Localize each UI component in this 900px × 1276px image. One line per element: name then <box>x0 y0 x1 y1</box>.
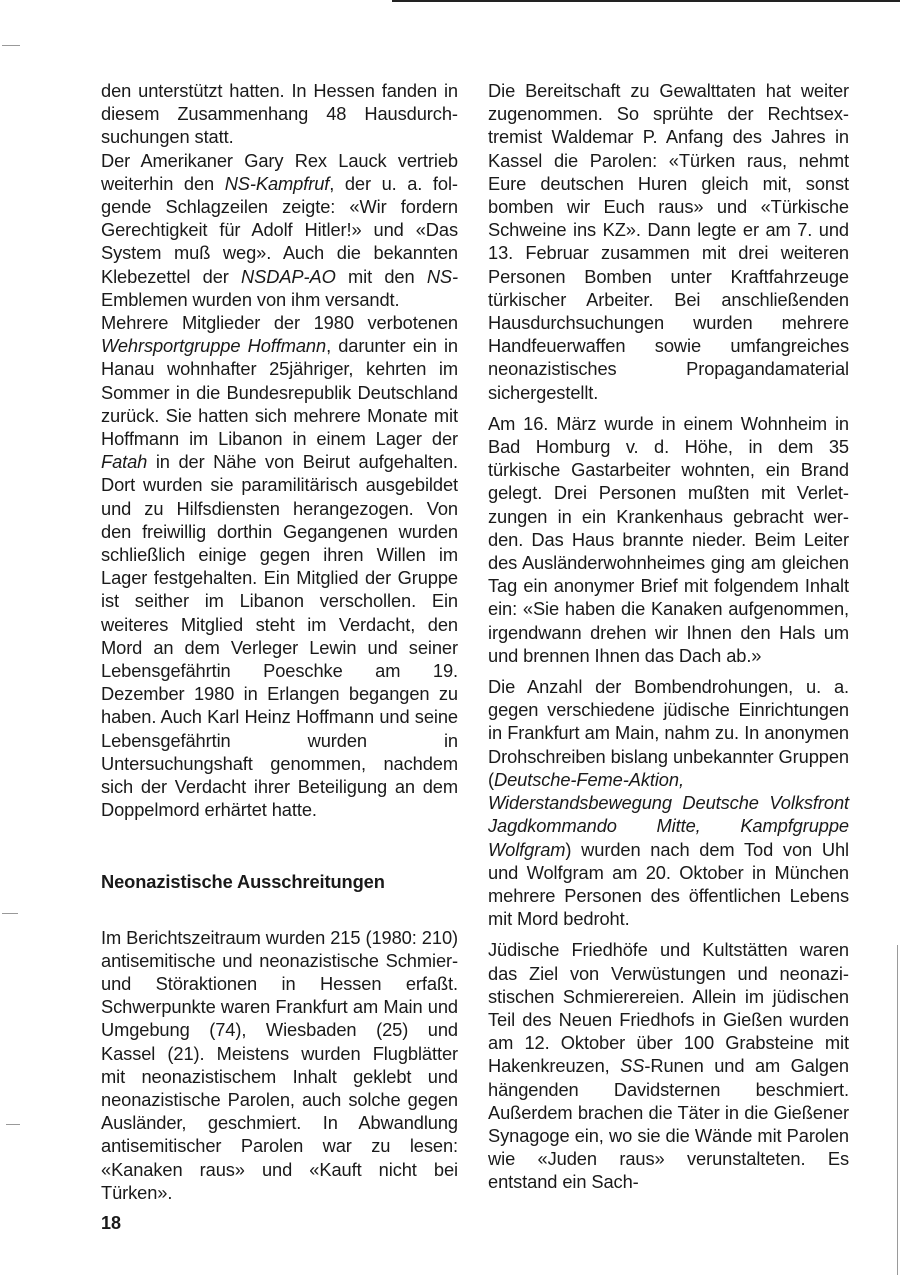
scan-speck <box>2 913 18 914</box>
text-run: Im Berichtszeitraum wurden 215 (1980: 210) antisemitische und neonazistische Schmier- und Störaktionen in Hessen erfaßt. Schwerpunkte waren Frankfurt am Main und Umgebung (74), Wiesbaden (25) und Kassel (21). Meistens wurden Flugblätter mit neonazistischem Inhalt geklebt und neonazistische Parolen, auch solche gegen Ausländer, geschmiert. In Abwandlung antisemitischer Parolen war zu lesen: «Kanaken raus» und «Kauft nicht bei Türken». <box>101 926 458 1203</box>
paragraph <box>101 926 458 1204</box>
italic-title: Deutsche-Feme-Aktion, Widerstandsbewegung Deutsche Volksfront Jagdkommando Mitte, Kampfgruppe Wolfgram <box>488 768 849 860</box>
top-rule <box>392 0 900 2</box>
text-run: Die Anzahl der Bombendrohungen, u. a. gegen verschiedene jüdische Einrichtungen in Frankfurt am Main, nahm zu. In anonymen Drohschreiben bislang unbekannter Gruppen ( <box>488 676 849 790</box>
italic-title: NS-Kampfruf <box>224 172 330 194</box>
text-run: Emblemen wurden von ihm versandt. <box>101 288 400 310</box>
text-run: den unterstützt hatten. In Hessen fanden in diesem Zusammenhang 48 Hausdurchsuchungen statt. <box>101 80 458 148</box>
scan-speck <box>6 1124 20 1125</box>
text-run: Der Amerikaner Gary Rex Lauck vertrieb weiterhin den <box>101 149 458 194</box>
page-number: 18 <box>101 1213 122 1233</box>
text-run: , darunter ein in Hanau wohnhafter 25jähriger, kehrten im Sommer in die Bundesrepublik Deutschland zurück. Sie hatten sich mehrere Monate mit Hoffmann im Libanon in einem Lager der <box>101 335 458 450</box>
italic-title: Wehrsportgruppe Hoffmann <box>101 335 327 357</box>
text-run: Mehrere Mitglieder der 1980 verbotenen <box>101 312 458 334</box>
text-run: mit den <box>335 265 427 287</box>
paragraph <box>101 311 458 821</box>
paragraph <box>488 938 849 1193</box>
right-column <box>488 79 849 1194</box>
margin-rule <box>897 945 898 1275</box>
italic-title: NSDAP-AO <box>241 265 336 287</box>
text-run: -Runen und am Galgen hängenden Davidsternen beschmiert. Außerdem brachen die Täter in die Gießener Synagoge ein, wo sie die Wände mit Parolen wie «Juden raus» verunstalteten. Es entstand ein Sach- <box>488 1055 849 1193</box>
paragraph <box>101 149 458 311</box>
italic-title: NS- <box>426 265 458 287</box>
text-run: ) wurden nach dem Tod von Uhl und Wolfgram am 20. Oktober in München mehrere Personen des öffentlichen Lebens mit Mord bedroht. <box>488 838 849 930</box>
scan-speck <box>2 45 20 46</box>
paragraph <box>488 79 849 404</box>
text-run: in der Nähe von Beirut aufgehalten. Dort wurden sie paramilitärisch ausgebildet und zu Hilfsdiensten herangezogen. Von den freiwillig dorthin Gegangenen wurden schließlich einige gegen ihren Willen im Lager festgehalten. Ein Mitglied der Gruppe ist seither im Libanon verschollen. Ein weiteres Mitglied steht im Verdacht, den Mord an dem Verleger Lewin und seiner Lebensgefährtin Poeschke am 19. Dezember 1980 in Erlangen begangen zu haben. Auch Karl Heinz Hoffmann und seine Lebensgefährtin wurden in Untersuchungshaft genommen, nachdem sich der Verdacht ihrer Beteiligung an dem Doppelmord erhärtet hatte. <box>101 451 458 821</box>
text-run: Jüdische Friedhöfe und Kultstätten waren das Ziel von Verwüstungen und neonazistischen Schmierereien. Allein im jüdischen Teil des Neuen Friedhofs in Gießen wurden am 12. Oktober über 100 Grabsteine mit Hakenkreuzen, <box>488 939 849 1077</box>
text-run: Die Bereitschaft zu Gewalttaten hat weiter zugenommen. So sprühte der Rechtsextremist Waldemar P. Anfang des Jahres in Kassel die Parolen: «Türken raus, nehmt Eure deutschen Huren gleich mit, sonst bomben wir Euch raus» und «Türkische Schweine ins KZ». Dann legte er am 7. und 13. Februar zusammen mit drei weiteren Personen Bomben unter Kraftfahrzeuge türkischer Arbeiter. Bei anschließenden Hausdurchsuchungen wurden mehrere Handfeuerwaffen sowie umfangreiches neonazistisches Propagandamaterial sichergestellt. <box>488 80 849 403</box>
section-heading: Neonazistische Ausschreitungen <box>101 870 385 892</box>
paragraph <box>488 412 849 667</box>
left-column <box>101 79 458 1204</box>
text-run: Am 16. März wurde in einem Wohnheim in Bad Homburg v. d. Höhe, in dem 35 türkische Gastarbeiter wohnten, ein Brand gelegt. Drei Personen mußten mit Verletzungen in ein Krankenhaus gebracht werden. Das Haus brannte nieder. Beim Leiter des Ausländerwohnheimes ging am gleichen Tag ein anonymer Brief mit folgendem Inhalt ein: «Sie haben die Kanaken aufgenommen, irgendwann drehen wir Ihnen den Hals um und brennen Ihnen das Dach ab.» <box>488 412 849 666</box>
paragraph <box>488 675 849 930</box>
text-run: , der u. a. folgende Schlagzeilen zeigte: «Wir fordern Gerechtigkeit für Adolf Hitler!» und «Das System muß weg». Auch die bekannten Klebezettel der <box>101 172 458 287</box>
paragraph <box>101 79 458 149</box>
italic-title: Fatah <box>101 451 148 473</box>
italic-title: SS <box>620 1055 645 1077</box>
